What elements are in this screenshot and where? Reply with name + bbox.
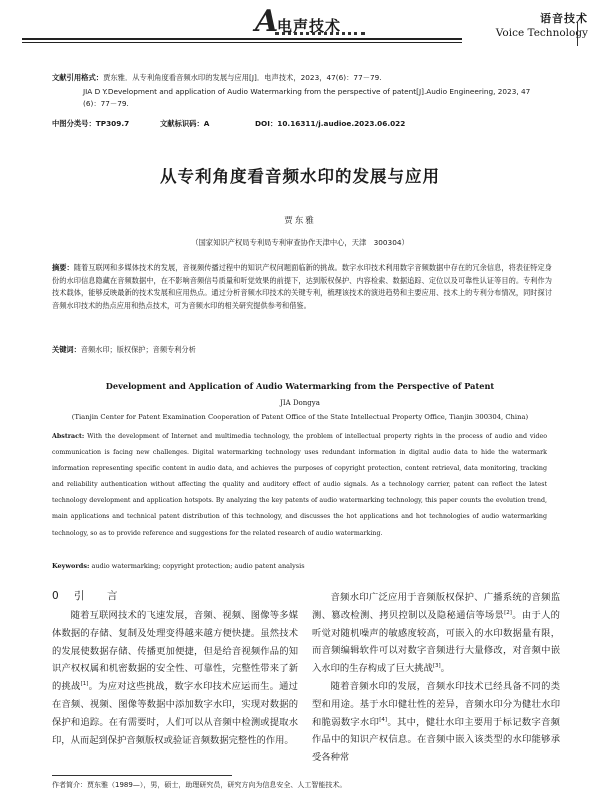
- ref-1: [1]: [80, 681, 89, 688]
- ref-2: [2]: [504, 609, 512, 616]
- document-code: 文献标识码：A: [160, 119, 210, 128]
- affiliation: （国家知识产权局专利局专利审查协作天津中心，天津 300304）: [191, 238, 409, 247]
- body-right-text-2: 随着音频水印的发展，音频水印技术已经具备不同的类型和用途。基于水印健壮性的差异，音频水印分为健壮水印和脆弱数字水印: [312, 680, 560, 728]
- en-abstract-label: Abstract:: [52, 433, 85, 440]
- ref-4: [4]: [379, 716, 388, 723]
- en-title: Development and Application of Audio Watermarking from the Perspective of Patent: [105, 381, 495, 391]
- section-heading: [52, 588, 124, 603]
- logo-dots: [275, 32, 365, 35]
- en-abstract: [52, 429, 547, 542]
- section-number: 0: [52, 590, 65, 602]
- keywords-zh-label: 关键词：: [52, 345, 81, 354]
- body-left-text: 随着互联网技术的飞速发展，音频、视频、图像等多媒体数据的存储、复制及处理变得越来越方便快捷。虽然技术的发展使数据存储、传播更加便捷，但是给音视频作品的知识产权权属和机密数据的安全性、可靠性，完整性带来了新的挑战: [52, 610, 298, 693]
- citation-en-line1: JIA D Y.Development and application of Audio Watermarking from the perspective of patent[J].Audio Engineering, 2023, 47: [83, 87, 531, 96]
- body-paragraph: [312, 589, 560, 678]
- citation-en-line2: (6)：77－79.: [83, 99, 129, 108]
- keywords-zh: [52, 344, 552, 357]
- header-rule: [22, 38, 462, 40]
- logo-letter: A: [255, 4, 279, 39]
- body-paragraph: [312, 678, 560, 767]
- body-right-text-1c: 。: [440, 663, 450, 675]
- body-left-text-2: 。为应对这些挑战，数字水印技术应运而生。通过在音频、视频、图像等数据中添加数字水印，实现对数据的保护和追踪。在有需要时，人们可以从音频中检测或提取水印，从而起到保护音频版权或验证音频数据完整性的作用。: [52, 681, 298, 746]
- en-author: JIA Dongya: [280, 399, 320, 407]
- clc-number: 中图分类号：TP309.7: [52, 119, 130, 128]
- header-rule-thin: [22, 42, 462, 43]
- journal-logo: [255, 4, 365, 39]
- citation-zh: [52, 72, 552, 84]
- footnote-rule: [52, 775, 232, 776]
- section-tag: [496, 10, 588, 39]
- body-paragraph: [52, 607, 298, 749]
- en-affiliation: (Tianjin Center for Patent Examination Cooperation of Patent Office of the State Intellectual Property Office, Tianjin 300304, China): [71, 413, 529, 421]
- body-right-text-1: 音频水印广泛应用于音频版权保护、广播系统的音频监测、篡改检测、拷贝控制以及隐秘通信等场景: [312, 592, 560, 621]
- body-right-text-2b: 。其中，健壮水印主要用于标记数字音频作品中的知识产权信息。在音频中嵌入该类型的水印能够承受各种常: [312, 716, 560, 764]
- body-column-right: [312, 589, 560, 767]
- keywords-zh-text: 音频水印；版权保护；音频专利分析: [80, 345, 196, 354]
- en-keywords-label: Keywords:: [52, 562, 90, 570]
- abstract-zh-text: 随着互联网和多媒体技术的发展，音视频传播过程中的知识产权问题面临新的挑战。数字水印技术利用数字音频数据中存在的冗余信息，将表征特定身份的水印信息隐藏在音频数据中，在不影响音频信号质量和听觉效果的前提下，达到版权保护、内容检索、数据追踪、定位以及可靠性认证等目的。专利作为技术载体，能够反映最新的技术发展和应用热点。通过分析音频水印技术的关键专利，梳理该技术的演进趋势和主要应用、技术上的专利分布情况，同时探讨音频水印技术的热点应用和热点技术，可为音频水印的相关研究提供参考和借鉴。: [52, 263, 552, 310]
- citation-zh-text: 贾东雅．从专利角度看音频水印的发展与应用[J]．电声技术，2023，47(6)：77－79.: [103, 73, 382, 82]
- section-title: 引 言: [74, 590, 124, 602]
- author-footnote: 作者简介：贾东雅（1989—），男，硕士，助理研究员，研究方向为信息安全、人工智能技术。: [52, 781, 347, 789]
- section-en: Voice Technology: [495, 27, 588, 39]
- body-column-left: [52, 607, 298, 749]
- citation-zh-label: 文献引用格式：: [52, 73, 104, 82]
- paper-title: 从专利角度看音频水印的发展与应用: [160, 167, 440, 186]
- abstract-zh: [52, 262, 552, 312]
- en-abstract-text: With the development of Internet and multimedia technology, the problem of intellectual property rights in the process of audio and video communication is facing new challenges. Digital watermarking technology uses redundant information in digital audio data to hide the watermark information representing specific content in audio data, and achieves the purposes of copyright protection, content retrieval, data monitoring, tracking and reliability authentication without affecting the quality and auditory effect of audio signals. As a technology carrier, patent can reflect the latest technology development and application hotspots. By analyzing the key patents of audio watermarking technology, this paper counts the evolution trend, main applications and technical patent distribution of this technology, and discusses the hot applications and hot technologies of audio watermarking technology, so as to provide reference and suggestions for the related research of audio watermarking.: [52, 433, 547, 537]
- abstract-zh-label: 摘要：: [52, 263, 74, 272]
- author: 贾东雅: [284, 216, 316, 226]
- logo-text: 电声技术: [277, 17, 342, 35]
- en-keywords: [52, 562, 547, 570]
- section-zh: 语音技术: [540, 12, 588, 25]
- body-right-text-1b: 。由于人的听觉对随机噪声的敏感度较高，可嵌入的水印数据量有限，而音频编辑软件可以对数字音频进行大量修改，对音频中嵌入水印的生存构成了巨大挑战: [312, 609, 560, 675]
- doi: DOI：10.16311/j.audioe.2023.06.022: [255, 119, 406, 128]
- en-keywords-text: audio watermarking; copyright protection; audio patent analysis: [91, 562, 305, 570]
- header-vertical-rule: [577, 22, 578, 46]
- ref-3: [3]: [432, 663, 441, 670]
- citation-en: [83, 86, 563, 110]
